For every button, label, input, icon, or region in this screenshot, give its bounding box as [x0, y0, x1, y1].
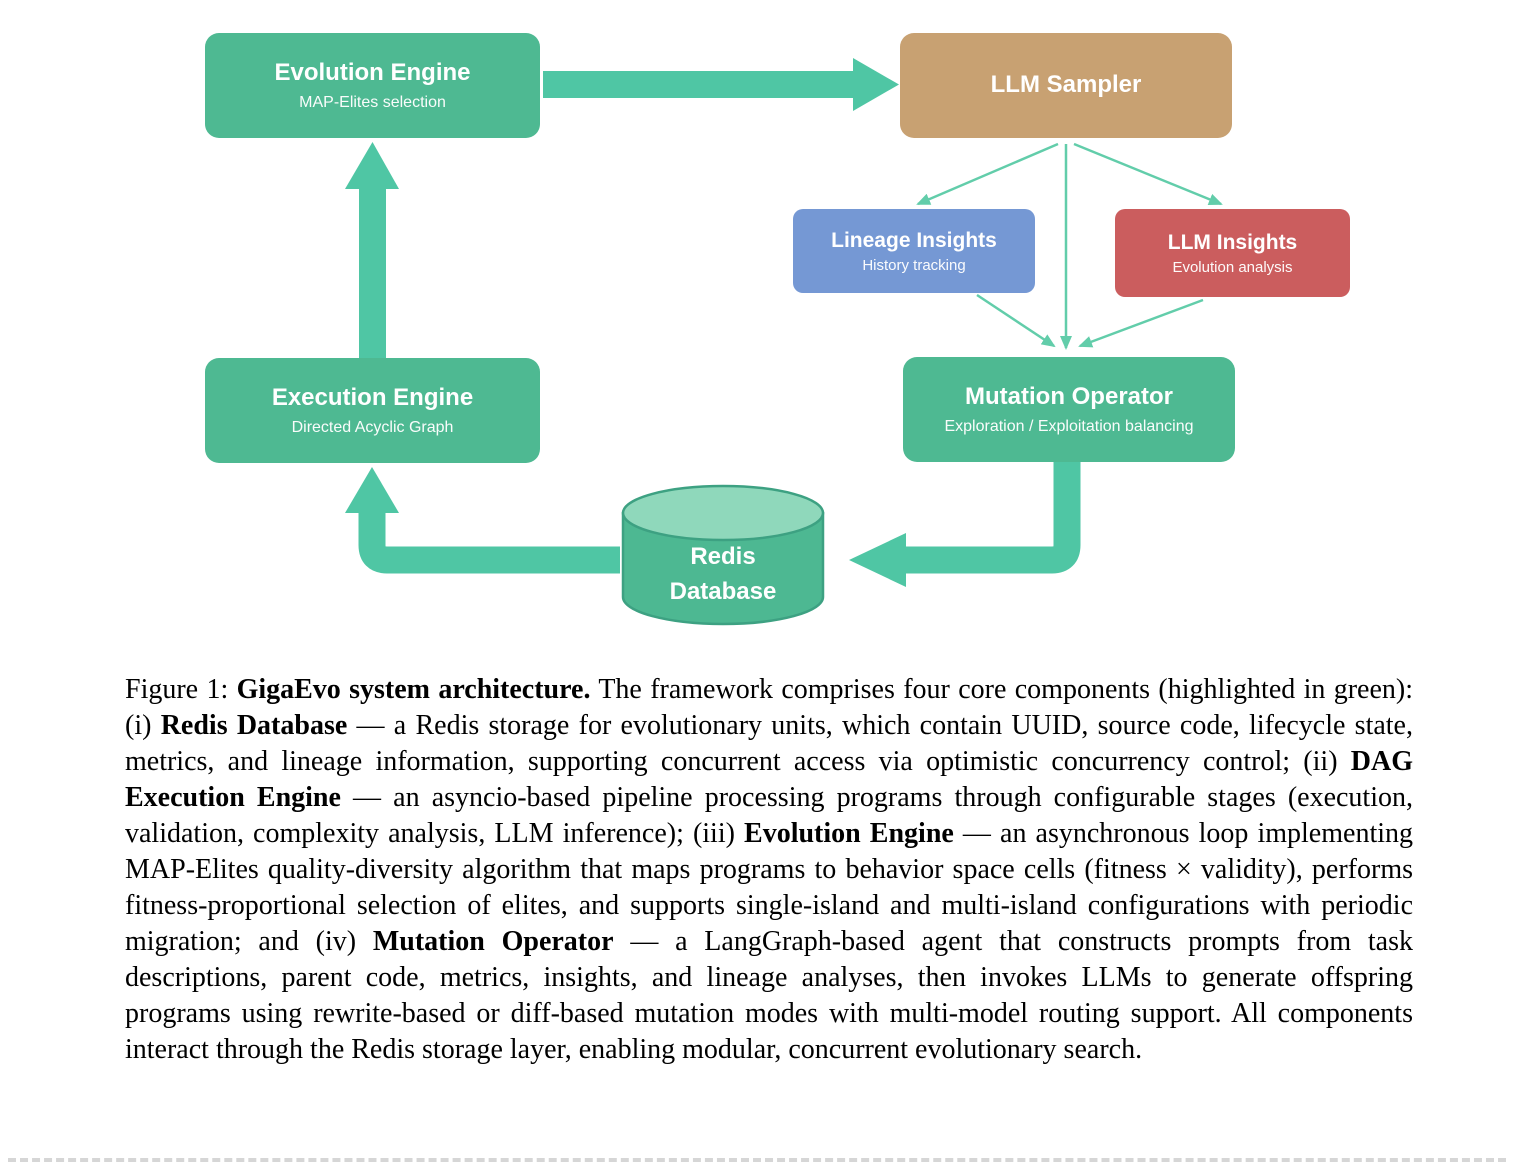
arrow-llm-insights-to-mutation — [1080, 300, 1203, 346]
caption-bold-segment: Redis Database — [160, 710, 348, 741]
arrow-shaft — [372, 512, 620, 560]
mutation-operator-title: Mutation Operator — [965, 383, 1173, 411]
lineage-insights-node — [793, 209, 1035, 293]
arrow-shaft — [905, 462, 1067, 560]
caption-bold-segment: Mutation Operator — [372, 926, 614, 957]
arrow-head — [849, 533, 906, 587]
evolution-engine-subtitle: MAP-Elites selection — [299, 93, 446, 111]
arrow-sampler-to-llm-insights — [1074, 144, 1221, 204]
llm-sampler-title: LLM Sampler — [990, 71, 1142, 99]
caption-segment: — a LangGraph-based agent that constructs prompts from task descriptions, parent code, metrics, insights, and lineage analyses, then invokes LLMs to generate offspring programs using rewrite-based or diff-based mutation modes with multi-model routing support. All components interact through the Redis storage layer, enabling modular, concurrent evolutionary search. — [125, 926, 1413, 1065]
evolution-engine-node — [205, 33, 540, 138]
caption-segment: The framework comprises four core components (highlighted in green): (i) — [125, 674, 1413, 741]
caption-segment: — an asynchronous loop implementing MAP-Elites quality-diversity algorithm that maps programs to behavior space cells (fitness × validity), performs fitness-proportional selection of elites, and supports single-island and multi-island configurations with periodic migration; and (iv) — [125, 818, 1413, 957]
arrow-shaft — [543, 71, 855, 98]
execution-engine-node — [205, 358, 540, 463]
lineage-insights-title: Lineage Insights — [831, 228, 997, 252]
llm-insights-node — [1115, 209, 1350, 297]
llm-insights-subtitle: Evolution analysis — [1172, 259, 1293, 277]
caption-bold-segment: Evolution Engine — [744, 818, 954, 849]
redis-database-label-line2: Database — [669, 578, 777, 605]
cylinder-top-ellipse — [623, 486, 823, 540]
arrow-head — [853, 58, 899, 111]
figure-caption — [125, 672, 1413, 1068]
llm-sampler-node — [900, 33, 1232, 138]
arrow-shaft — [359, 187, 386, 358]
execution-engine-subtitle: Directed Acyclic Graph — [291, 418, 454, 436]
arrow-head — [345, 467, 399, 513]
arrow-head — [345, 142, 399, 189]
arrow-lineage-insights-to-mutation — [977, 295, 1054, 346]
redis-database-cylinder — [623, 486, 823, 624]
page-bottom-dashed-line — [8, 1158, 1506, 1162]
arrow-evolution-to-llm-sampler — [543, 58, 899, 111]
arrow-execution-to-evolution — [345, 142, 399, 358]
evolution-engine-title: Evolution Engine — [274, 59, 471, 87]
arrow-mutation-to-redis — [849, 462, 1067, 587]
llm-insights-title: LLM Insights — [1167, 230, 1298, 254]
arrow-redis-to-execution — [345, 467, 620, 560]
caption-bold-segment: DAG Execution Engine — [125, 746, 1413, 813]
mutation-operator-node — [903, 357, 1235, 462]
mutation-operator-subtitle: Exploration / Exploitation balancing — [944, 417, 1194, 435]
caption-segment: — an asyncio-based pipeline processing programs through configurable stages (execution, validation, complexity analysis, LLM inference); (iii) — [125, 782, 1413, 849]
lineage-insights-subtitle: History tracking — [862, 257, 966, 275]
caption-segment: Figure 1: — [125, 674, 237, 705]
redis-database-label-line1: Redis — [690, 543, 756, 570]
caption-bold-segment: GigaEvo system architecture. — [236, 674, 591, 705]
execution-engine-title: Execution Engine — [271, 384, 474, 412]
arrow-sampler-to-lineage-insights — [918, 144, 1058, 204]
caption-segment: — a Redis storage for evolutionary units, which contain UUID, source code, lifecycle state, metrics, and lineage information, supporting concurrent access via optimistic concurrency control; (ii) — [125, 710, 1413, 777]
